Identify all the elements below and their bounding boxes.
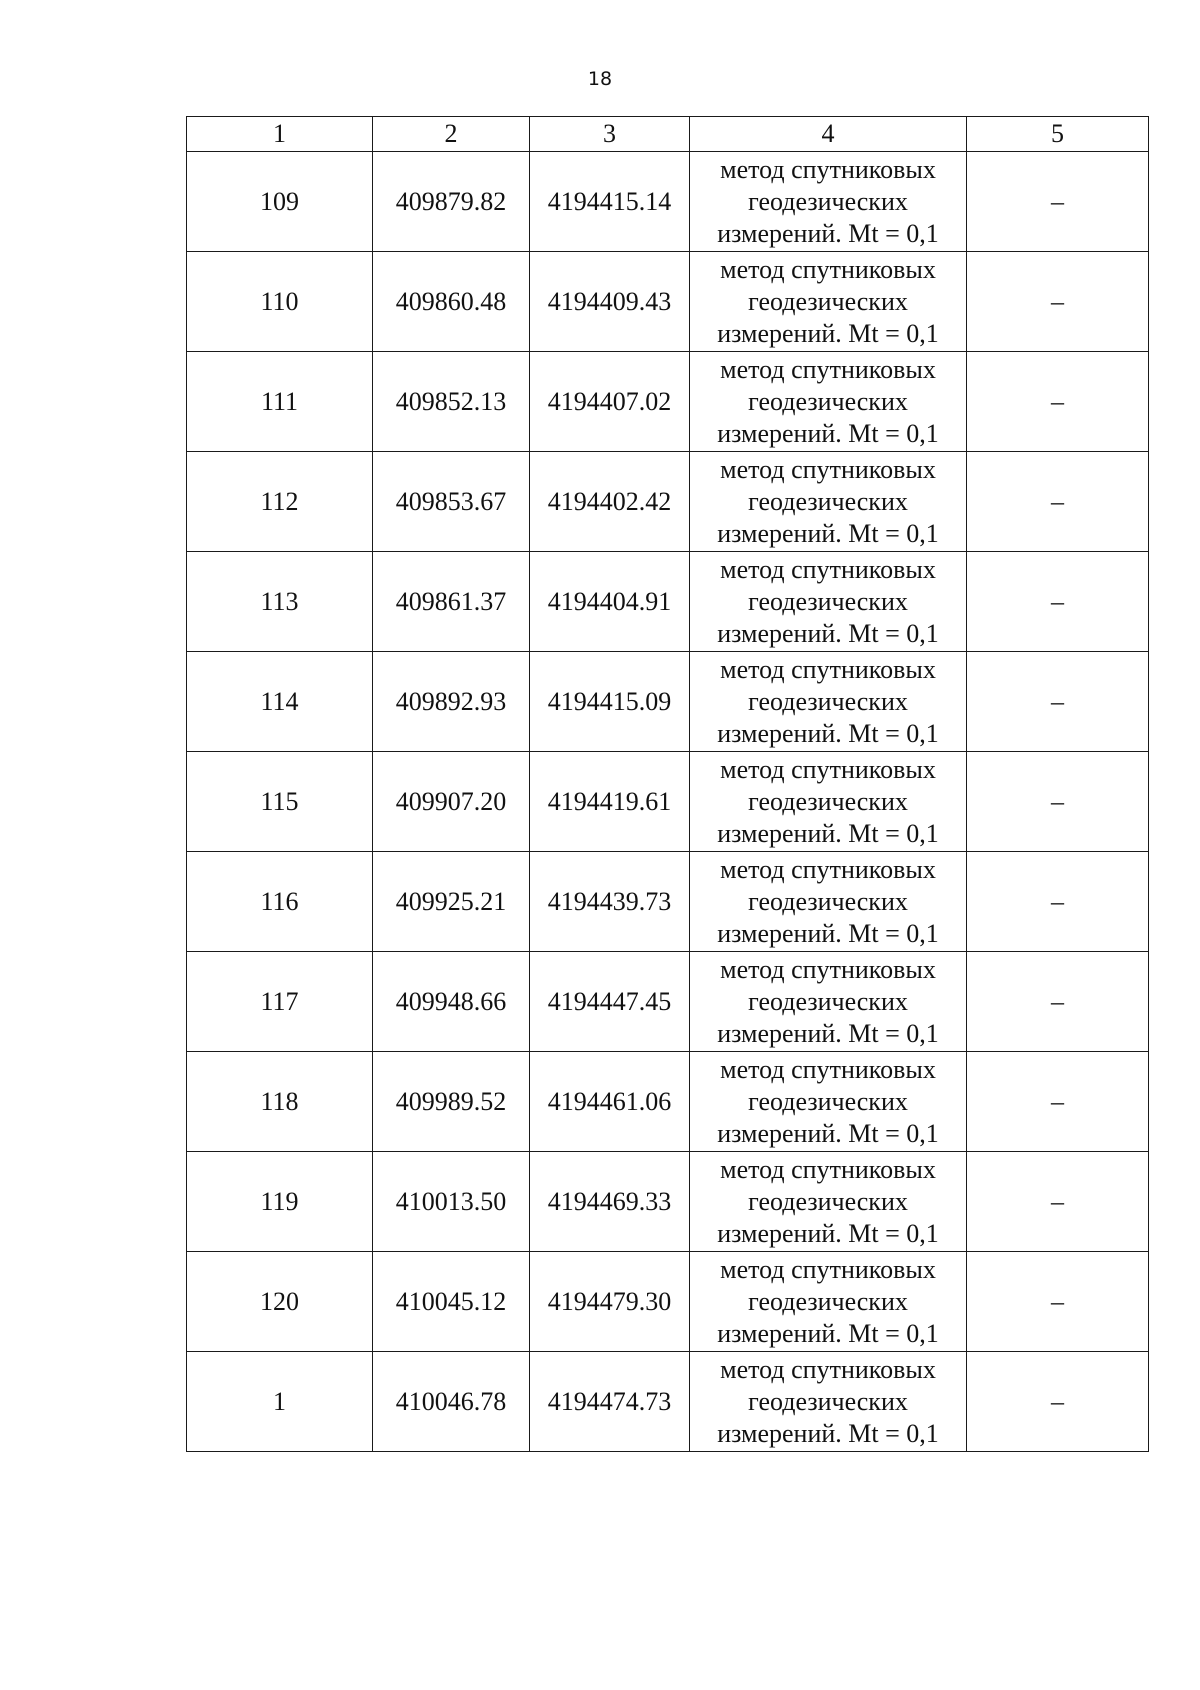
point-number-cell: 114 [187, 652, 373, 752]
y-coordinate-cell: 4194404.91 [530, 552, 690, 652]
method-cell [690, 752, 967, 852]
method-line: геодезических [748, 1386, 908, 1416]
header-cell-4: 4 [690, 117, 967, 152]
table-row [187, 1252, 1149, 1352]
method-cell [690, 1352, 967, 1452]
method-line: геодезических [748, 886, 908, 916]
method-line: метод спутниковых [720, 854, 936, 884]
method-line: измерений. Mt = 0,1 [717, 1418, 939, 1448]
method-line: измерений. Mt = 0,1 [717, 1018, 939, 1048]
method-cell [690, 352, 967, 452]
method-line: измерений. Mt = 0,1 [717, 318, 939, 348]
header-cell-3: 3 [530, 117, 690, 152]
note-cell: – [967, 852, 1149, 952]
note-cell: – [967, 1052, 1149, 1152]
y-coordinate-cell: 4194479.30 [530, 1252, 690, 1352]
method-line: геодезических [748, 786, 908, 816]
method-line: геодезических [748, 386, 908, 416]
method-cell [690, 1252, 967, 1352]
table-row [187, 652, 1149, 752]
note-cell: – [967, 552, 1149, 652]
table-row [187, 552, 1149, 652]
table-row [187, 952, 1149, 1052]
x-coordinate-cell: 409861.37 [373, 552, 530, 652]
method-line: измерений. Mt = 0,1 [717, 1318, 939, 1348]
x-coordinate-cell: 409948.66 [373, 952, 530, 1052]
table-row [187, 1352, 1149, 1452]
method-line: измерений. Mt = 0,1 [717, 718, 939, 748]
point-number-cell: 109 [187, 152, 373, 252]
method-cell [690, 252, 967, 352]
table-row [187, 1152, 1149, 1252]
note-cell: – [967, 752, 1149, 852]
x-coordinate-cell: 409860.48 [373, 252, 530, 352]
point-number-cell: 1 [187, 1352, 373, 1452]
header-cell-1: 1 [187, 117, 373, 152]
method-line: метод спутниковых [720, 1254, 936, 1284]
method-line: метод спутниковых [720, 354, 936, 384]
header-cell-2: 2 [373, 117, 530, 152]
method-line: метод спутниковых [720, 1054, 936, 1084]
y-coordinate-cell: 4194415.09 [530, 652, 690, 752]
header-cell-5: 5 [967, 117, 1149, 152]
y-coordinate-cell: 4194407.02 [530, 352, 690, 452]
coordinates-table [186, 116, 1149, 1452]
method-line: измерений. Mt = 0,1 [717, 918, 939, 948]
method-line: метод спутниковых [720, 154, 936, 184]
point-number-cell: 120 [187, 1252, 373, 1352]
x-coordinate-cell: 409853.67 [373, 452, 530, 552]
y-coordinate-cell: 4194419.61 [530, 752, 690, 852]
table-row [187, 1052, 1149, 1152]
point-number-cell: 110 [187, 252, 373, 352]
note-cell: – [967, 1152, 1149, 1252]
table-row [187, 752, 1149, 852]
method-line: метод спутниковых [720, 254, 936, 284]
method-line: измерений. Mt = 0,1 [717, 618, 939, 648]
method-line: метод спутниковых [720, 1154, 936, 1184]
method-cell [690, 952, 967, 1052]
y-coordinate-cell: 4194409.43 [530, 252, 690, 352]
method-cell [690, 552, 967, 652]
note-cell: – [967, 952, 1149, 1052]
table-body [187, 152, 1149, 1452]
point-number-cell: 119 [187, 1152, 373, 1252]
method-line: измерений. Mt = 0,1 [717, 518, 939, 548]
method-line: метод спутниковых [720, 954, 936, 984]
method-line: геодезических [748, 186, 908, 216]
method-line: измерений. Mt = 0,1 [717, 1118, 939, 1148]
method-cell [690, 1052, 967, 1152]
y-coordinate-cell: 4194469.33 [530, 1152, 690, 1252]
y-coordinate-cell: 4194447.45 [530, 952, 690, 1052]
point-number-cell: 116 [187, 852, 373, 952]
point-number-cell: 118 [187, 1052, 373, 1152]
point-number-cell: 117 [187, 952, 373, 1052]
method-line: геодезических [748, 986, 908, 1016]
point-number-cell: 111 [187, 352, 373, 452]
y-coordinate-cell: 4194474.73 [530, 1352, 690, 1452]
y-coordinate-cell: 4194415.14 [530, 152, 690, 252]
method-cell [690, 152, 967, 252]
method-line: измерений. Mt = 0,1 [717, 218, 939, 248]
x-coordinate-cell: 410045.12 [373, 1252, 530, 1352]
method-line: метод спутниковых [720, 754, 936, 784]
x-coordinate-cell: 409925.21 [373, 852, 530, 952]
x-coordinate-cell: 409879.82 [373, 152, 530, 252]
note-cell: – [967, 652, 1149, 752]
method-line: геодезических [748, 1186, 908, 1216]
y-coordinate-cell: 4194402.42 [530, 452, 690, 552]
x-coordinate-cell: 410013.50 [373, 1152, 530, 1252]
method-line: геодезических [748, 286, 908, 316]
x-coordinate-cell: 409907.20 [373, 752, 530, 852]
point-number-cell: 115 [187, 752, 373, 852]
table-row [187, 152, 1149, 252]
note-cell: – [967, 1352, 1149, 1452]
method-line: измерений. Mt = 0,1 [717, 418, 939, 448]
table-row [187, 352, 1149, 452]
method-cell [690, 452, 967, 552]
table-row [187, 252, 1149, 352]
note-cell: – [967, 452, 1149, 552]
point-number-cell: 112 [187, 452, 373, 552]
note-cell: – [967, 252, 1149, 352]
note-cell: – [967, 1252, 1149, 1352]
method-cell [690, 652, 967, 752]
method-cell [690, 1152, 967, 1252]
method-line: измерений. Mt = 0,1 [717, 1218, 939, 1248]
table-row [187, 452, 1149, 552]
method-line: метод спутниковых [720, 454, 936, 484]
x-coordinate-cell: 409852.13 [373, 352, 530, 452]
x-coordinate-cell: 409989.52 [373, 1052, 530, 1152]
method-line: геодезических [748, 586, 908, 616]
method-line: геодезических [748, 686, 908, 716]
method-line: геодезических [748, 486, 908, 516]
method-cell [690, 852, 967, 952]
method-line: метод спутниковых [720, 554, 936, 584]
y-coordinate-cell: 4194461.06 [530, 1052, 690, 1152]
method-line: измерений. Mt = 0,1 [717, 818, 939, 848]
note-cell: – [967, 352, 1149, 452]
y-coordinate-cell: 4194439.73 [530, 852, 690, 952]
note-cell: – [967, 152, 1149, 252]
point-number-cell: 113 [187, 552, 373, 652]
x-coordinate-cell: 410046.78 [373, 1352, 530, 1452]
method-line: геодезических [748, 1286, 908, 1316]
method-line: геодезических [748, 1086, 908, 1116]
x-coordinate-cell: 409892.93 [373, 652, 530, 752]
table-row [187, 852, 1149, 952]
header-row [187, 117, 1149, 152]
method-line: метод спутниковых [720, 654, 936, 684]
page-number: 18 [587, 68, 613, 90]
method-line: метод спутниковых [720, 1354, 936, 1384]
